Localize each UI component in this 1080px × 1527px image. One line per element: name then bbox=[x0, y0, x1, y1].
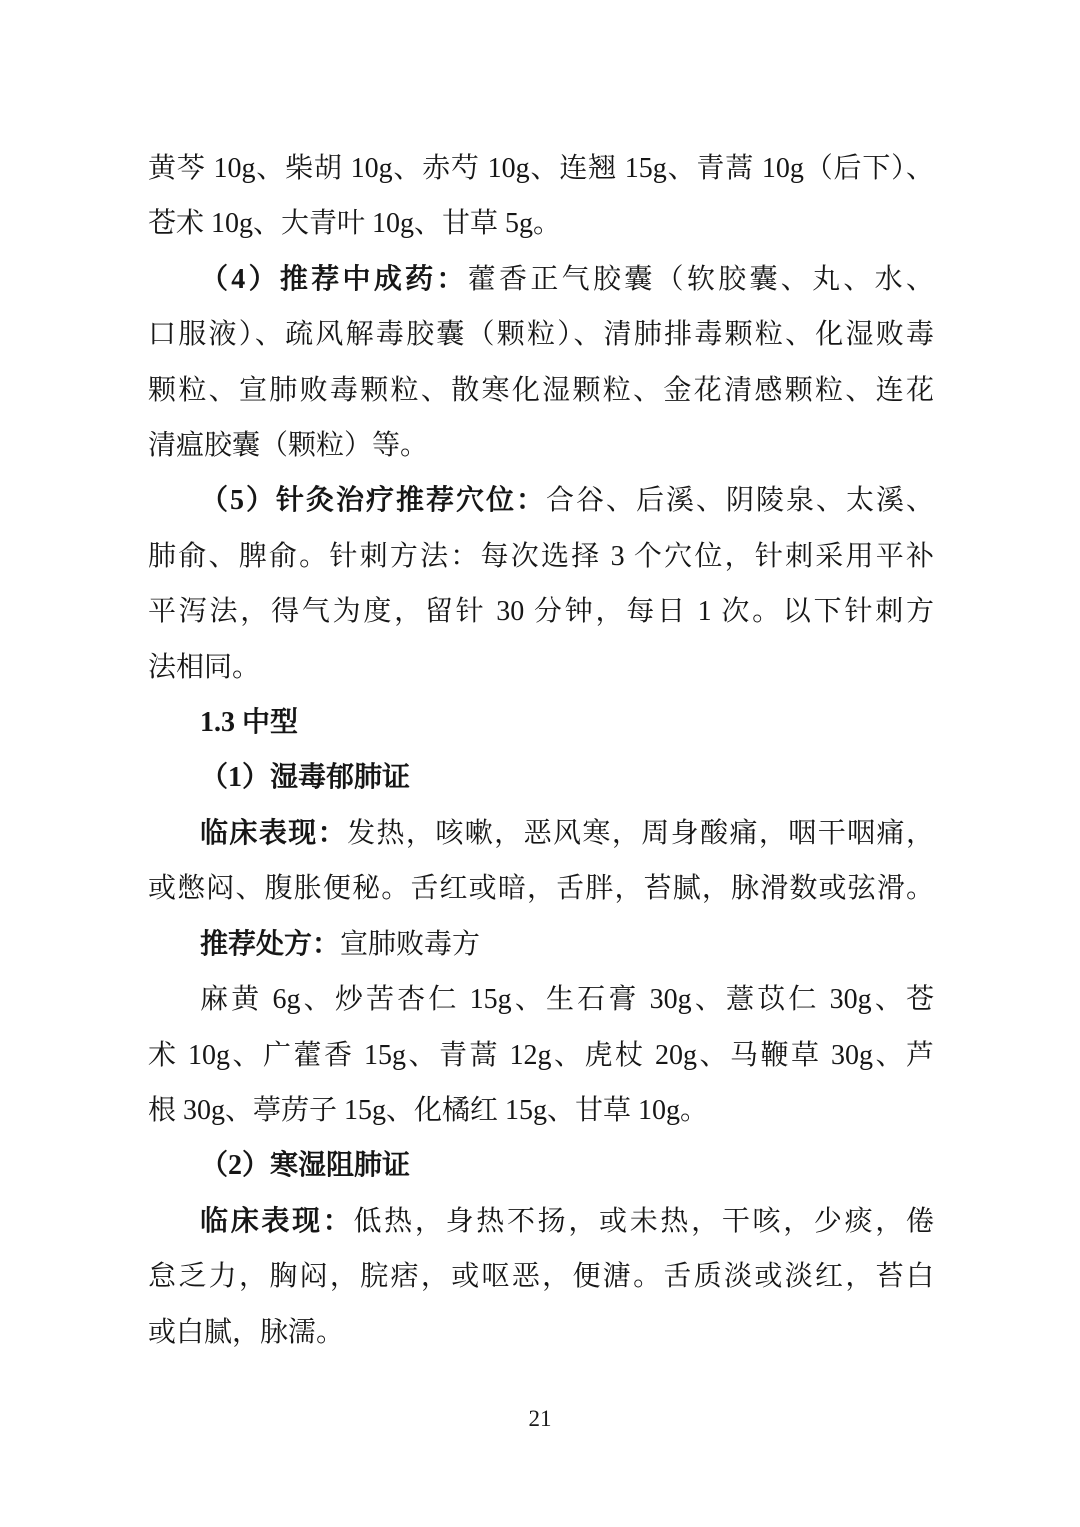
bold-run: （4）推荐中成药： bbox=[200, 263, 468, 295]
text-run: 或憋闷、腹胀便秘。舌红或暗，舌胖，苔腻，脉滑数或弦滑。 bbox=[148, 873, 934, 905]
text-line bbox=[148, 1083, 934, 1138]
text-line bbox=[148, 806, 934, 861]
text-run: 清瘟胶囊（颗粒）等。 bbox=[148, 430, 429, 462]
text-line bbox=[148, 1194, 934, 1249]
text-line bbox=[148, 1305, 934, 1360]
text-line bbox=[148, 917, 934, 972]
text-line bbox=[148, 473, 934, 528]
text-run: 颗粒、宣肺败毒颗粒、散寒化湿颗粒、金花清感颗粒、连花 bbox=[148, 374, 934, 406]
text-run: 平泻法，得气为度，留针 30 分钟，每日 1 次。以下针刺方 bbox=[148, 596, 934, 628]
bold-run: 1.3 中型 bbox=[200, 707, 299, 739]
text-run: 或白腻，脉濡。 bbox=[148, 1316, 345, 1348]
bold-run: 临床表现： bbox=[200, 1205, 354, 1237]
text-line bbox=[148, 1028, 934, 1083]
text-run: 藿香正气胶囊（软胶囊、丸、水、 bbox=[467, 263, 934, 295]
text-run: 合谷、后溪、阴陵泉、太溪、 bbox=[546, 485, 934, 517]
text-line bbox=[148, 584, 934, 639]
text-run: 发热，咳嗽，恶风寒，周身酸痛，咽干咽痛， bbox=[347, 817, 934, 849]
bold-run: 推荐处方： bbox=[200, 928, 341, 960]
text-run: 根 30g、葶苈子 15g、化橘红 15g、甘草 10g。 bbox=[148, 1094, 709, 1126]
text-run: 口服液）、疏风解毒胶囊（颗粒）、清肺排毒颗粒、化湿败毒 bbox=[148, 319, 934, 351]
text-run: 肺俞、脾俞。针刺方法：每次选择 3 个穴位，针刺采用平补 bbox=[148, 540, 934, 572]
bold-run: （5）针灸治疗推荐穴位： bbox=[200, 485, 546, 517]
section-heading bbox=[148, 695, 934, 750]
page-number: 21 bbox=[528, 1406, 552, 1431]
text-line bbox=[148, 972, 934, 1027]
bold-run: （2）寒湿阻肺证 bbox=[200, 1150, 411, 1182]
text-run: 怠乏力，胸闷，脘痞，或呕恶，便溏。舌质淡或淡红，苔白 bbox=[148, 1261, 934, 1293]
text-run: 麻黄 6g、炒苦杏仁 15g、生石膏 30g、薏苡仁 30g、苍 bbox=[200, 984, 934, 1016]
text-run: 黄芩 10g、柴胡 10g、赤芍 10g、连翘 15g、青蒿 10g（后下）、 bbox=[148, 153, 934, 184]
text-line bbox=[148, 363, 934, 418]
text-line bbox=[148, 529, 934, 584]
section-heading bbox=[148, 750, 934, 805]
text-line bbox=[148, 141, 934, 196]
text-run: 苍术 10g、大青叶 10g、甘草 5g。 bbox=[148, 208, 562, 240]
bold-run: 临床表现： bbox=[200, 817, 348, 849]
text-line bbox=[148, 418, 934, 473]
text-line bbox=[148, 196, 934, 251]
bold-run: （1）湿毒郁肺证 bbox=[200, 762, 411, 794]
text-line bbox=[148, 861, 934, 916]
section-heading bbox=[148, 1138, 934, 1193]
text-line bbox=[148, 307, 934, 362]
text-line bbox=[148, 1249, 934, 1304]
text-run: 法相同。 bbox=[148, 651, 261, 683]
text-line bbox=[148, 640, 934, 695]
text-run: 宣肺败毒方 bbox=[340, 928, 481, 960]
document-body bbox=[148, 141, 934, 1360]
text-line bbox=[148, 252, 934, 307]
text-run: 低热，身热不扬，或未热，干咳，少痰，倦 bbox=[353, 1205, 934, 1237]
text-run: 术 10g、广藿香 15g、青蒿 12g、虎杖 20g、马鞭草 30g、芦 bbox=[148, 1039, 934, 1071]
